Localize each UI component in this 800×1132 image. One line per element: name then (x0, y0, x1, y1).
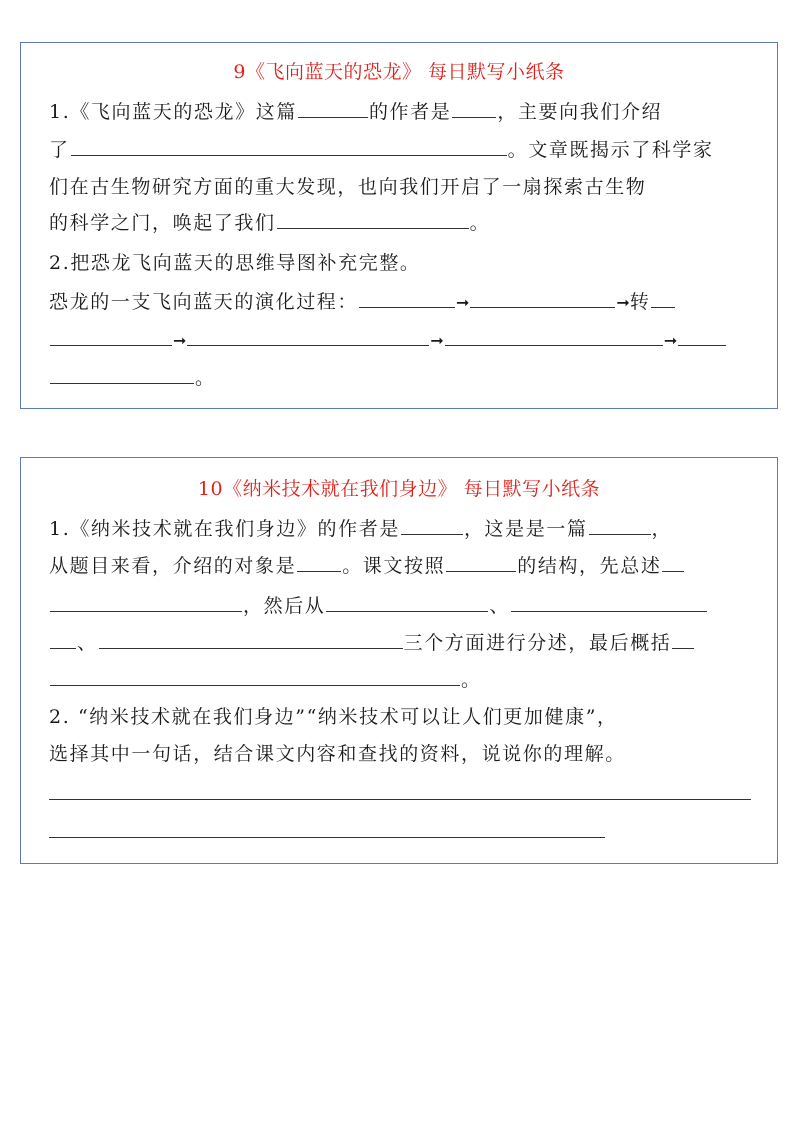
text: ，主要向我们介绍 (497, 101, 663, 123)
text: ，这是是一篇 (463, 518, 588, 540)
text: 1.《纳米技术就在我们身边》的作者是 (49, 518, 400, 540)
answer-blank[interactable] (651, 287, 675, 308)
answer-blank[interactable] (326, 591, 488, 612)
question-2-line-3 (49, 325, 727, 351)
answer-blank[interactable] (298, 97, 368, 118)
text: 。 (461, 669, 482, 691)
answer-blank[interactable] (187, 325, 429, 346)
question-1-line-4 (49, 628, 695, 655)
question-2-line-1: 2.把恐龙飞向蓝天的思维导图补充完整。 (49, 252, 421, 274)
answer-blank[interactable] (511, 591, 707, 612)
arrow-icon: ➞ (173, 331, 187, 350)
text: 的作者是 (368, 101, 452, 123)
text: 1.《飞向蓝天的恐龙》这篇 (49, 101, 297, 123)
question-1-line-1 (49, 97, 662, 124)
question-1-line-3 (49, 591, 708, 618)
answer-blank[interactable] (401, 514, 463, 535)
answer-blank[interactable] (359, 287, 455, 308)
text: 。 (469, 212, 491, 234)
question-1-line-5 (49, 665, 482, 692)
answer-blank[interactable] (50, 325, 172, 346)
question-1-line-2 (49, 551, 685, 578)
text: 。文章既揭示了科学家 (507, 139, 714, 161)
question-1-line-2 (49, 135, 714, 162)
text: 了 (49, 139, 70, 161)
question-1-line-3: 们在古生物研究方面的重大发现，也向我们开启了一扇探索古生物 (49, 176, 647, 198)
arrow-icon: ➞ (456, 293, 470, 312)
text: 转 (629, 291, 651, 313)
answer-blank[interactable] (99, 628, 403, 649)
answer-blank[interactable] (71, 135, 507, 156)
arrow-icon: ➞ (430, 331, 444, 350)
card-title: 9《飞向蓝天的恐龙》 每日默写小纸条 (233, 61, 565, 83)
text: 三个方面进行分述，最后概括 (403, 632, 672, 654)
question-1-line-4 (49, 208, 490, 235)
answer-blank[interactable] (50, 591, 242, 612)
answer-blank[interactable] (50, 628, 76, 649)
answer-blank[interactable] (297, 551, 341, 572)
text: 的科学之门，唤起了我们 (49, 212, 276, 234)
arrow-icon: ➞ (663, 331, 678, 350)
text: ， (651, 518, 673, 540)
text: 恐龙的一支飞向蓝天的演化过程： (49, 291, 359, 313)
worksheet-card-2 (20, 457, 778, 864)
answer-blank[interactable] (662, 551, 684, 572)
answer-line[interactable] (49, 836, 605, 838)
text: 。课文按照 (342, 555, 446, 577)
answer-line[interactable] (49, 798, 751, 800)
answer-blank[interactable] (50, 665, 460, 686)
answer-blank[interactable] (672, 628, 694, 649)
card-title: 10《纳米技术就在我们身边》 每日默写小纸条 (197, 478, 601, 500)
answer-blank[interactable] (445, 325, 663, 346)
text: ，然后从 (243, 595, 326, 617)
answer-blank[interactable] (452, 97, 496, 118)
question-2-line-4 (49, 363, 216, 390)
answer-blank[interactable] (678, 325, 726, 346)
text: 、 (77, 632, 98, 654)
arrow-icon: ➞ (616, 293, 630, 312)
text: 的结构，先总述 (517, 555, 662, 577)
answer-blank[interactable] (50, 363, 194, 384)
question-2-line-1: 2. “纳米技术就在我们身边”“纳米技术可以让人们更加健康”， (49, 706, 618, 728)
answer-blank[interactable] (446, 551, 516, 572)
text: 。 (195, 367, 216, 389)
worksheet-card-1 (20, 42, 778, 409)
text: 从题目来看，介绍的对象是 (49, 555, 297, 577)
question-2-line-2: 选择其中一句话，结合课文内容和查找的资料，说说你的理解。 (49, 743, 626, 765)
question-2-line-2 (49, 287, 676, 314)
answer-blank[interactable] (470, 287, 615, 308)
text: 、 (489, 595, 511, 617)
answer-blank[interactable] (589, 514, 651, 535)
question-1-line-1 (49, 514, 672, 541)
answer-blank[interactable] (277, 208, 469, 229)
